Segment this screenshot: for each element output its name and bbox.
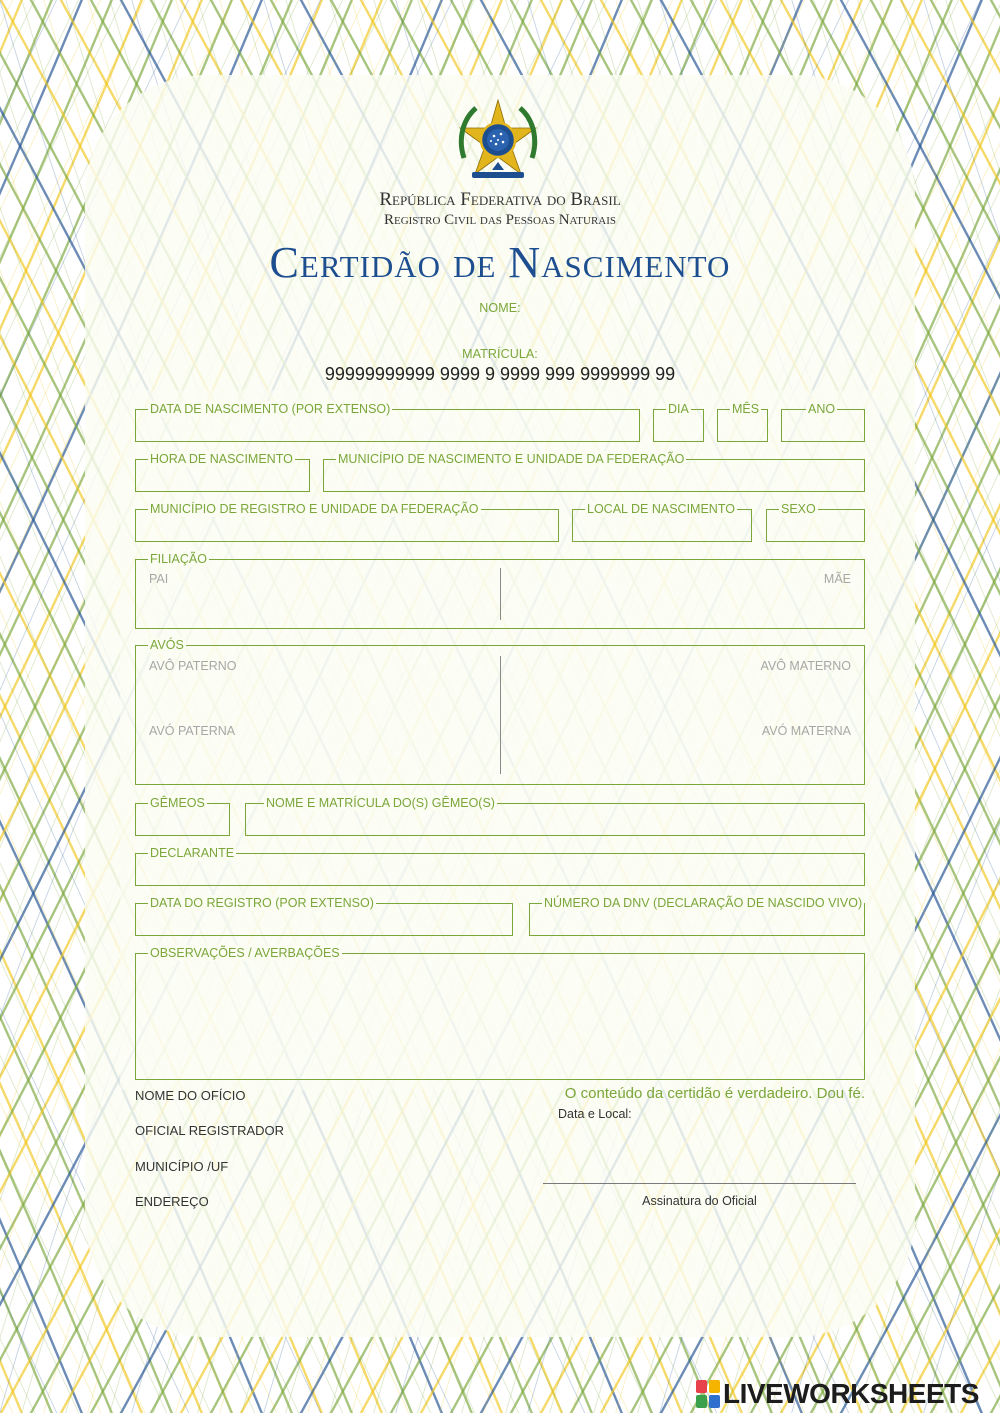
birth-place-field[interactable] xyxy=(572,502,752,542)
month-label: MÊS xyxy=(732,402,760,416)
grandparents-section xyxy=(135,638,865,785)
header-registry: Registro Civil das Pessoas Naturais xyxy=(383,212,617,228)
observations-field[interactable] xyxy=(135,946,865,1080)
liveworksheets-wordmark: LIVEWORKSHEETS xyxy=(723,1378,979,1409)
registry-city-field[interactable] xyxy=(135,502,559,542)
page-title: Certidão de Nascimento xyxy=(269,238,731,287)
signature-caption: Assinatura do Oficial xyxy=(642,1194,757,1208)
dnv-field[interactable] xyxy=(529,896,865,936)
attestation-text: O conteúdo da certidão é verdadeiro. Dou fé. xyxy=(564,1085,865,1102)
matricula-label: MATRÍCULA: xyxy=(462,347,538,361)
grandparents-divider xyxy=(500,656,501,774)
father-label: PAI xyxy=(149,572,169,586)
sex-label: SEXO xyxy=(781,502,816,516)
signature-line xyxy=(543,1183,856,1184)
day-field[interactable] xyxy=(653,402,704,442)
month-field[interactable] xyxy=(717,402,768,442)
liveworksheets-logo-icon xyxy=(696,1380,720,1408)
mother-label: MÃE xyxy=(823,572,851,586)
observations-label: OBSERVAÇÕES / AVERBAÇÕES xyxy=(150,946,340,960)
year-field[interactable] xyxy=(781,402,865,442)
filiation-section xyxy=(135,552,865,629)
maternal-grandfather-label: AVÔ MATERNO xyxy=(760,659,851,673)
day-label: DIA xyxy=(668,402,689,416)
matricula-value: 99999999999 9999 9 9999 999 9999999 99 xyxy=(324,364,676,384)
address-label: ENDEREÇO xyxy=(135,1194,209,1209)
twins-name-label: NOME E MATRÍCULA DO(S) GÊMEO(S) xyxy=(266,796,495,810)
declarant-field[interactable] xyxy=(135,846,865,886)
grandparents-label: AVÓS xyxy=(150,638,184,652)
birth-date-label: DATA DE NASCIMENTO (POR EXTENSO) xyxy=(150,402,391,416)
registry-city-label: MUNICÍPIO DE REGISTRO E UNIDADE DA FEDERAÇÃO xyxy=(150,502,479,516)
liveworksheets-watermark xyxy=(696,1377,979,1411)
registrar-label: OFICIAL REGISTRADOR xyxy=(135,1123,285,1138)
twins-name-field[interactable] xyxy=(245,796,865,836)
birth-city-field[interactable] xyxy=(323,452,865,492)
date-place-label: Data e Local: xyxy=(558,1107,632,1121)
year-label: ANO xyxy=(808,402,836,416)
filiation-divider xyxy=(500,568,501,620)
birth-place-label: LOCAL DE NASCIMENTO xyxy=(587,502,735,516)
birth-time-field[interactable] xyxy=(135,452,310,492)
nome-label: NOME: xyxy=(479,301,521,315)
registry-date-field[interactable] xyxy=(135,896,513,936)
city-state-label: MUNICÍPIO /UF xyxy=(135,1159,229,1174)
declarant-label: DECLARANTE xyxy=(150,846,235,860)
filiation-label: FILIAÇÃO xyxy=(150,552,207,566)
birth-city-label: MUNICÍPIO DE NASCIMENTO E UNIDADE DA FEDERAÇÃO xyxy=(338,452,685,466)
sex-field[interactable] xyxy=(766,502,865,542)
office-name-label: NOME DO OFÍCIO xyxy=(135,1088,246,1103)
maternal-grandmother-label: AVÓ MATERNA xyxy=(761,724,851,738)
header-republic: República Federativa do Brasil xyxy=(379,189,621,210)
paternal-grandmother-label: AVÓ PATERNA xyxy=(149,724,236,738)
twins-label: GÊMEOS xyxy=(150,796,205,810)
birth-time-label: HORA DE NASCIMENTO xyxy=(150,452,293,466)
twins-field[interactable] xyxy=(135,796,230,836)
dnv-label: NÚMERO DA DNV (DECLARAÇÃO DE NASCIDO VIVO) xyxy=(544,896,863,910)
birth-date-field[interactable] xyxy=(135,402,640,442)
paternal-grandfather-label: AVÔ PATERNO xyxy=(149,659,237,673)
registry-date-label: DATA DO REGISTRO (POR EXTENSO) xyxy=(150,896,374,910)
coat-of-arms-icon xyxy=(452,96,544,188)
